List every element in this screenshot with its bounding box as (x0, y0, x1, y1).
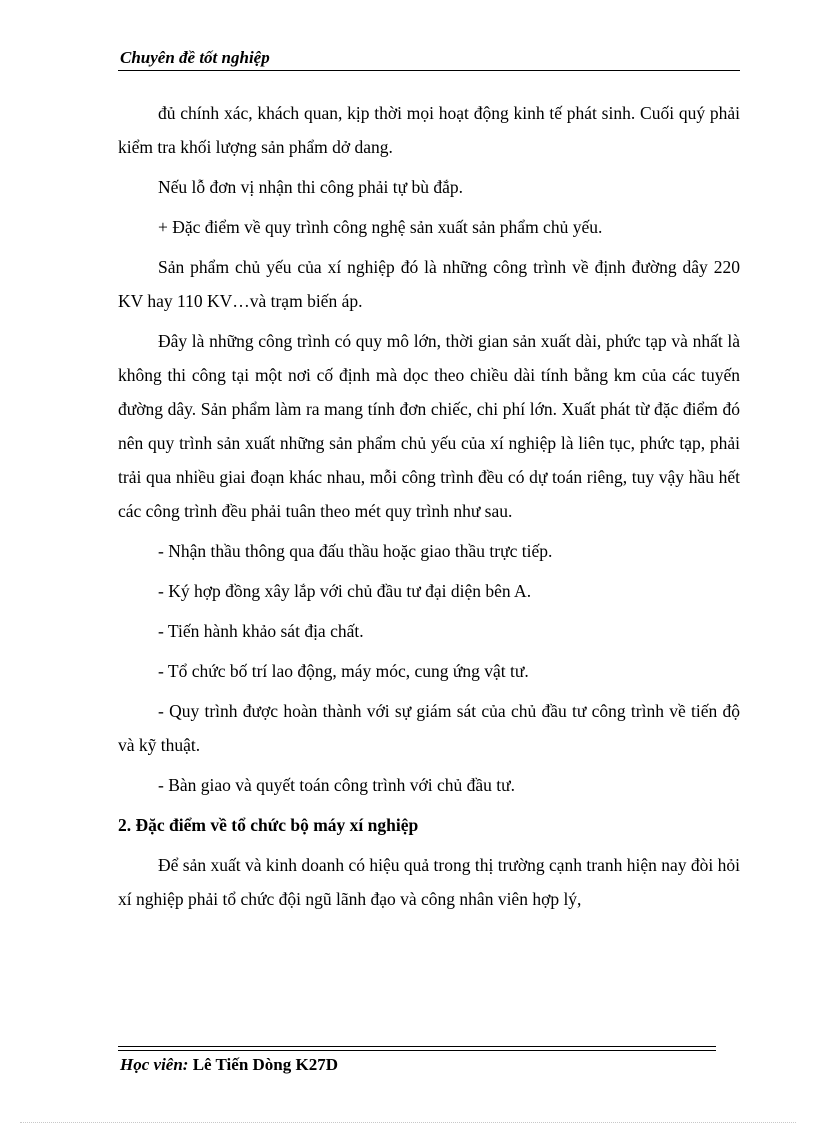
paragraph-1: đủ chính xác, khách quan, kịp thời mọi hoạt động kinh tế phát sinh. Cuối quý phải kiểm tra khối lượng sản phẩm dở dang. (118, 103, 740, 157)
list-item-2: - Ký hợp đồng xây lắp với chủ đầu tư đại diện bên A. (158, 581, 532, 601)
paragraph-2: Nếu lỗ đơn vị nhận thi công phải tự bù đắp. (158, 177, 464, 197)
header-divider (118, 70, 740, 71)
footer-divider-bottom (118, 1050, 716, 1051)
paragraph-3: + Đặc điểm về quy trình công nghệ sản xuất sản phẩm chủ yếu. (158, 217, 603, 237)
page-header-title: Chuyên đề tốt nghiệp (120, 48, 270, 67)
paragraph-5: Đây là những công trình có quy mô lớn, thời gian sản xuất dài, phức tạp và nhất là không thi công tại một nơi cố định mà dọc theo chiều dài tính bằng km của các tuyến đường dây. Sản phẩm làm ra mang tính đơn chiếc, chi phí lớn. Xuất phát từ đặc điểm đó nên quy trình sản xuất những sản phẩm chủ yếu của xí nghiệp là liên tục, phức tạp, phải trải qua nhiều giai đoạn khác nhau, mỗi công trình đều có dự toán riêng, tuy vậy hầu hết các công trình đều phải tuân theo mét quy trình như sau. (118, 331, 740, 521)
page-footer (120, 1055, 338, 1075)
closing-paragraph: Để sản xuất và kinh doanh có hiệu quả trong thị trường cạnh tranh hiện nay đòi hỏi xí nghiệp phải tổ chức đội ngũ lãnh đạo và công nhân viên hợp lý, (118, 855, 741, 909)
footer-label: Học viên: (120, 1055, 193, 1074)
list-item-1: - Nhận thầu thông qua đấu thầu hoặc giao thầu trực tiếp. (158, 541, 553, 561)
footer-author: Lê Tiến Dòng K27D (192, 1055, 339, 1074)
footer-divider-top (118, 1046, 716, 1047)
paragraph-4: Sản phẩm chủ yếu của xí nghiệp đó là những công trình về định đường dây 220 KV hay 110 KV…và trạm biến áp. (118, 257, 740, 311)
list-item-5: - Quy trình được hoàn thành với sự giám sát của chủ đầu tư công trình về tiến độ và kỹ thuật. (118, 701, 740, 755)
list-item-3: - Tiến hành khảo sát địa chất. (158, 621, 364, 641)
section-heading: 2. Đặc điểm về tổ chức bộ máy xí nghiệp (118, 815, 419, 835)
list-item-4: - Tổ chức bố trí lao động, máy móc, cung ứng vật tư. (158, 661, 529, 681)
list-item-6: - Bàn giao và quyết toán công trình với chủ đầu tư. (158, 775, 515, 795)
document-body (118, 96, 740, 922)
